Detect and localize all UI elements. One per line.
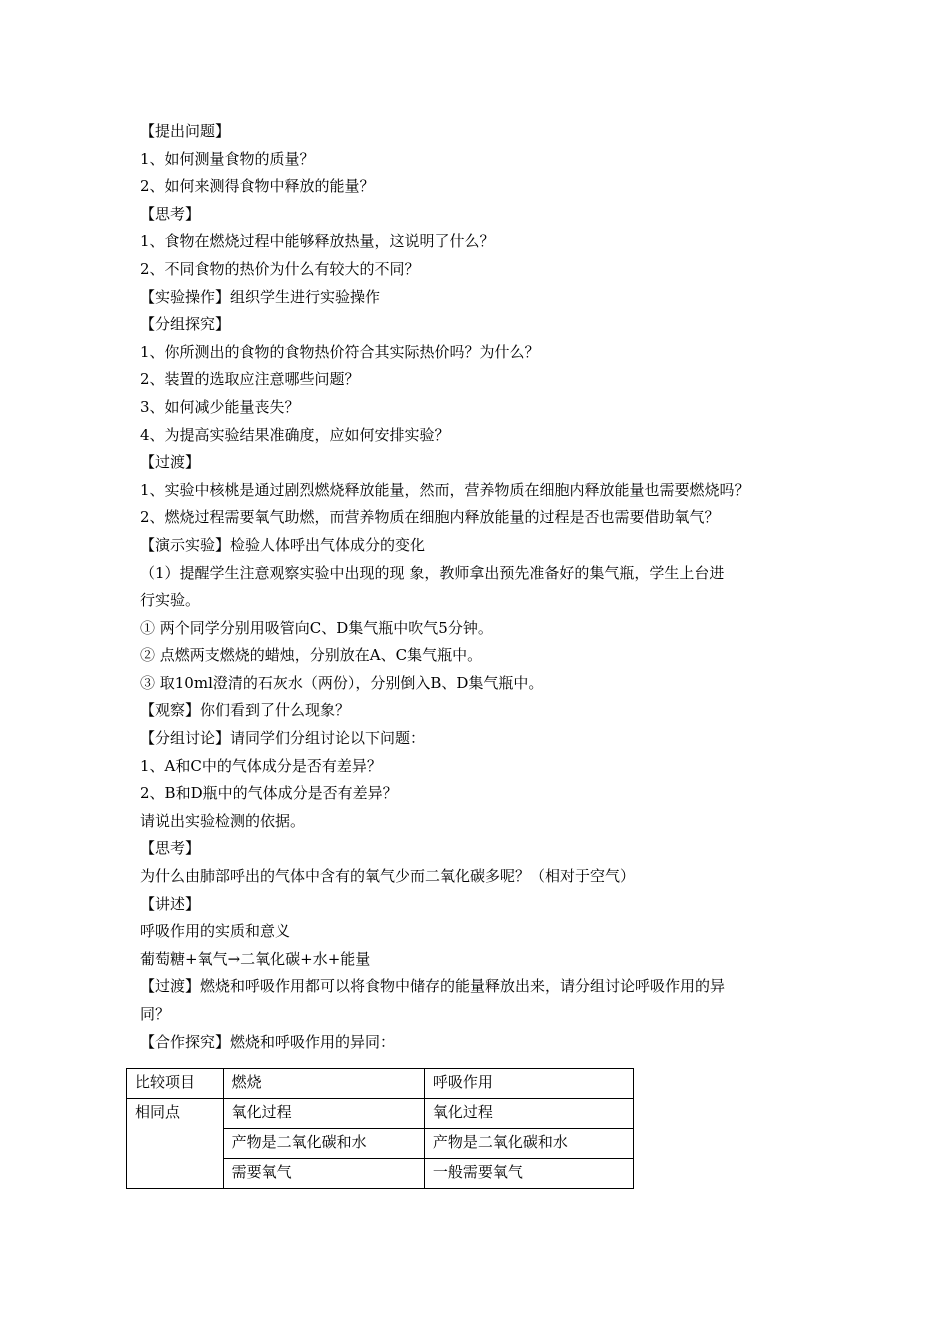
document-body	[140, 118, 830, 1056]
table-cell: 产物是二氧化碳和水	[424, 1129, 633, 1159]
text-line: 葡萄糖+氧气→二氧化碳+水+能量	[140, 949, 371, 968]
text-line: 1、实验中核桃是通过剧烈燃烧释放能量，然而，营养物质在细胞内释放能量也需要燃烧吗？	[140, 480, 750, 499]
text-line: 呼吸作用的实质和意义	[140, 922, 291, 941]
text-line: 【过渡】燃烧和呼吸作用都可以将食物中储存的能量释放出来，请分组讨论呼吸作用的异	[140, 977, 726, 996]
table-cell: 氧化过程	[223, 1099, 424, 1129]
text-line: 1、如何测量食物的质量？	[140, 149, 315, 168]
text-line: ① 两个同学分别用吸管向C、D集气瓶中吹气5分钟。	[140, 618, 493, 637]
text-line: 行实验。	[140, 591, 201, 610]
text-line: 【分组讨论】请同学们分组讨论以下问题：	[140, 729, 426, 748]
text-line: ② 点燃两支燃烧的蜡烛，分别放在A、C集气瓶中。	[140, 646, 483, 665]
text-line: 4、为提高实验结果准确度，应如何安排实验？	[140, 425, 450, 444]
table-header-row	[127, 1069, 634, 1099]
table-header-cell: 燃烧	[223, 1069, 424, 1099]
text-line: 【观察】你们看到了什么现象？	[140, 701, 351, 720]
text-line: 3、如何减少能量丧失？	[140, 397, 300, 416]
text-line: 【分组探究】	[140, 315, 231, 334]
text-line: 【提出问题】	[140, 122, 231, 140]
text-line: 【讲述】	[140, 894, 201, 913]
text-line: ③ 取10ml澄清的石灰水（两份），分别倒入B、D集气瓶中。	[140, 673, 544, 692]
text-line: 请说出实验检测的依据。	[140, 811, 306, 830]
table-cell: 产物是二氧化碳和水	[223, 1129, 424, 1159]
table-header-cell: 比较项目	[127, 1069, 224, 1099]
text-line: 2、装置的选取应注意哪些问题？	[140, 370, 360, 389]
text-line: 【合作探究】燃烧和呼吸作用的异同：	[140, 1032, 396, 1051]
text-line: （1）提醒学生注意观察实验中出现的现 象，教师拿出预先准备好的集气瓶，学生上台进	[140, 563, 725, 582]
text-line: 为什么由肺部呼出的气体中含有的氧气少而二氧化碳多呢？（相对于空气）	[140, 867, 636, 886]
text-line: 【实验操作】组织学生进行实验操作	[140, 287, 381, 306]
text-line: 【思考】	[140, 839, 201, 858]
table-cell: 氧化过程	[424, 1099, 633, 1129]
text-line: 1、A和C中的气体成分是否有差异？	[140, 756, 382, 775]
text-line: 2、B和D瓶中的气体成分是否有差异？	[140, 784, 398, 803]
table-group-label: 相同点	[127, 1099, 224, 1189]
text-line: 2、不同食物的热价为什么有较大的不同？	[140, 259, 420, 278]
table-cell: 一般需要氧气	[424, 1159, 633, 1189]
table-header-cell: 呼吸作用	[424, 1069, 633, 1099]
table-cell: 需要氧气	[223, 1159, 424, 1189]
text-line: 同？	[140, 1005, 171, 1023]
text-line: 【思考】	[140, 204, 201, 223]
text-line: 【过渡】	[140, 453, 201, 472]
text-line: 2、如何来测得食物中释放的能量？	[140, 177, 375, 196]
text-line: 2、燃烧过程需要氧气助燃，而营养物质在细胞内释放能量的过程是否也需要借助氧气？	[140, 508, 720, 527]
text-line: 【演示实验】检验人体呼出气体成分的变化	[140, 535, 426, 554]
comparison-table	[126, 1068, 634, 1189]
text-line: 1、你所测出的食物的食物热价符合其实际热价吗？为什么？	[140, 342, 540, 361]
text-line: 1、食物在燃烧过程中能够释放热量，这说明了什么？	[140, 232, 495, 251]
table-row	[127, 1099, 634, 1129]
